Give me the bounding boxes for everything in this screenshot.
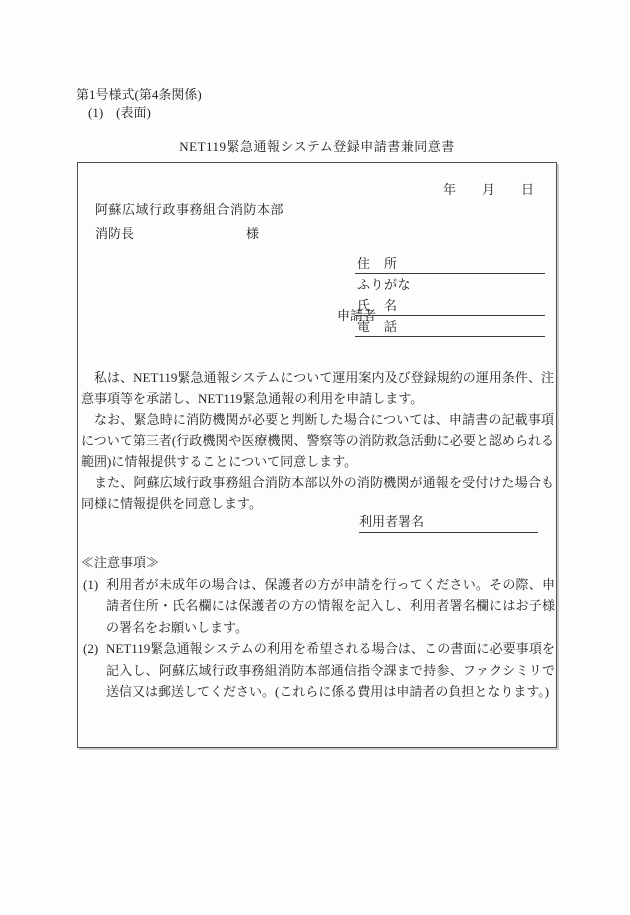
name-field-label: 氏 名 [357, 298, 398, 313]
address-field [355, 253, 545, 274]
phone-field [355, 316, 545, 337]
note-1-text: 利用者が未成年の場合は、保護者の方が申請を行ってください。その際、申請者住所・氏名欄には保護者の方の情報を記入し、利用者署名欄にはお子様の署名をお願いします。 [106, 576, 555, 635]
furigana-field [355, 274, 545, 295]
applicant-label: 申請者 [337, 308, 377, 323]
user-signature-label: 利用者署名 [359, 514, 425, 529]
note-item-1 [81, 574, 555, 639]
form-number: 第1号様式(第4条関係) [76, 87, 202, 102]
document-title: NET119緊急通報システム登録申請書兼同意書 [179, 139, 455, 154]
date-day-label: 日 [520, 182, 534, 197]
name-field [355, 295, 545, 316]
addressee-organization: 阿蘇広域行政事務組合消防本部 [95, 202, 285, 217]
page-marker: (1) (表面) [88, 105, 151, 120]
note-2-text: NET119緊急通報システムの利用を希望される場合は、この書面に必要事項を記入し、阿蘇広域行政事務組消防本部通信指令課まで持参、ファクシミリで送信又は郵送してください。(これらに係る費用は申請者の負担となります。) [106, 641, 555, 699]
note-item-2 [81, 638, 555, 703]
user-signature-field [359, 511, 538, 533]
paragraph-third-party-consent: なお、緊急時に消防機関が必要と判断した場合については、申請書の記載事項について第三者(行政機関や医療機関、警察等の消防救急活動に必要と認められる範囲)に情報提供することについて同意します。 [81, 412, 554, 469]
address-field-label: 住 所 [357, 256, 398, 271]
notes-section [81, 552, 555, 703]
date-row [443, 179, 534, 198]
addressee-honorific: 様 [246, 226, 260, 241]
paragraph-other-agency-consent: また、阿蘇広域行政事務組合消防本部以外の消防機関が通報を受付けた場合も同様に情報提供を同意します。 [81, 475, 554, 511]
note-1-number: (1) [83, 576, 99, 592]
addressee-row [95, 223, 259, 242]
addressee-role: 消防長 [95, 226, 135, 241]
consent-body-text [81, 367, 554, 514]
applicant-fields [355, 253, 545, 337]
note-2-number: (2) [83, 641, 99, 656]
notes-heading: ≪注意事項≫ [81, 555, 160, 570]
date-month-label: 月 [481, 182, 495, 197]
form-box [77, 162, 557, 748]
paragraph-application: 私は、NET119緊急通報システムについて運用案内及び登録規約の運用条件、注意事項等を承諾し、NET119緊急通報の利用を申請します。 [81, 370, 554, 406]
date-year-label: 年 [442, 182, 456, 197]
furigana-field-label: ふりがな [357, 277, 412, 292]
phone-field-label: 電 話 [357, 319, 398, 334]
